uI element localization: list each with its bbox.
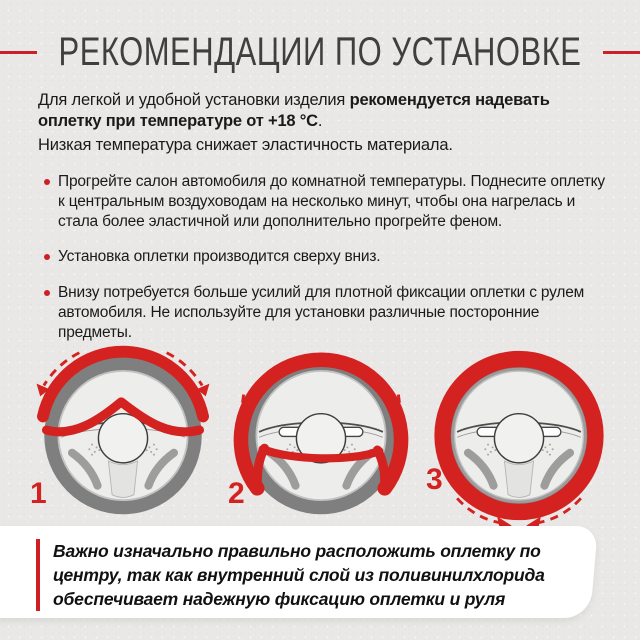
note-content: [36, 539, 576, 611]
step-number-2: 2: [228, 477, 245, 510]
intro-line-2: Низкая температура снижает эластичность материала.: [38, 135, 453, 154]
important-note-section: [0, 526, 640, 626]
intro-line-1: [38, 90, 614, 133]
list-item: [44, 283, 610, 343]
bullet-text-2: Установка оплетки производится сверху вниз.: [58, 248, 381, 266]
intro-text-bold: рекомендуется надевать оплетку при температуре от +18 °C: [38, 91, 550, 131]
installation-steps-illustrations: [0, 340, 640, 525]
title-decorative-line-left: [0, 51, 37, 54]
list-item: [44, 172, 610, 232]
recommendations-list: [44, 172, 610, 343]
bullet-text-3: Внизу потребуется больше усилий для плотной фиксации оплетки с рулем автомобиля. Не используйте для установки различные посторонние предметы.: [58, 283, 585, 341]
bullet-dot-icon: [44, 254, 50, 260]
note-text: Важно изначально правильно расположить оплетку по центру, так как внутренний слой из поливинилхлорида обеспечивает надежную фиксацию оплетки и руля: [53, 541, 545, 610]
list-item: [44, 247, 610, 267]
steering-wheel-step1-illustration: [32, 340, 214, 533]
steering-wheel-step2-illustration: [230, 340, 412, 533]
steering-wheel-step3-illustration: [428, 340, 610, 533]
page-title: РЕКОМЕНДАЦИИ ПО УСТАНОВКЕ: [58, 28, 582, 74]
title-row: [0, 30, 640, 74]
title-decorative-line-right: [603, 51, 640, 54]
step-3-figure: [420, 340, 616, 525]
step-1-figure: [24, 340, 220, 525]
bullet-text-1: Прогрейте салон автомобиля до комнатной температуры. Поднесите оплетку к центральным воздуховодам на несколько минут, чтобы она нагрелась и стала более эластичной или дополнительно прогрейте феном.: [58, 173, 605, 231]
intro-paragraph: [38, 90, 614, 156]
bullet-dot-icon: [44, 179, 50, 185]
bullet-dot-icon: [44, 290, 50, 296]
intro-text-period: .: [317, 112, 323, 131]
intro-text-normal: Для легкой и удобной установки изделия: [38, 91, 350, 109]
step-number-3: 3: [426, 463, 443, 496]
step-number-1: 1: [30, 477, 47, 510]
step-2-figure: [222, 340, 418, 525]
